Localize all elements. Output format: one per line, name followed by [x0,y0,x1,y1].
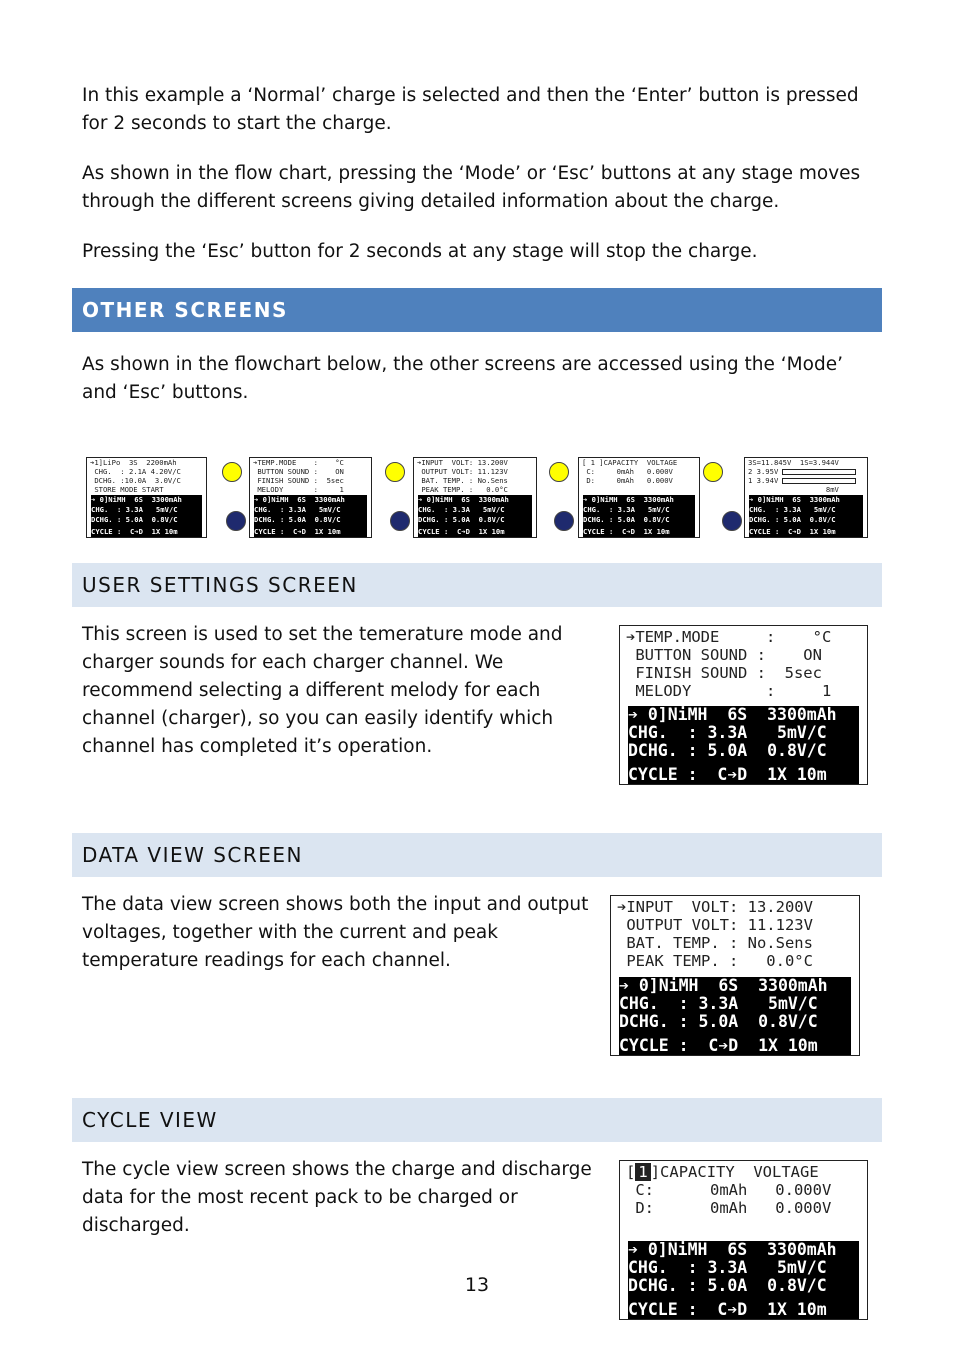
cell-bar [782,469,856,475]
mini-screen-cycle-view: [ 1 ]CAPACITY VOLTAGE C: 0mAh 0.000V D: 0mAh 0.000V ➔ 0]NiMH 6S 3300mAh CHG. : 3.3A 5mV/C DCHG. : 5.0A 0.8V/C CYCLE : C➔D 1X 10m [578,457,700,538]
text-line: As shown in the flow chart, pressing the ‘Mode’ or ‘Esc’ buttons at any stage moves [82,163,861,184]
esc-button-icon [226,511,246,531]
mini-screen-data-view: ➔INPUT VOLT: 13.200V OUTPUT VOLT: 11.123V BAT. TEMP. : No.Sens PEAK TEMP. : 0.0°C ➔ 0]NiMH 6S 3300mAh CHG. : 3.3A 5mV/C DCHG. : 5.0A 0.8V/C CYCLE : C➔D 1X 10m [413,457,537,538]
data-view-paragraph: The data view screen shows both the input and output voltages, together with the current and peak temperature readings for each channel. [82,894,589,971]
esc-button-icon [554,511,574,531]
data-view-screen: ➔INPUT VOLT: 13.200V OUTPUT VOLT: 11.123V BAT. TEMP. : No.Sens PEAK TEMP. : 0.0°C ➔ 0]NiMH 6S 3300mAh CHG. : 3.3A 5mV/C DCHG. : 5.0A 0.8V/C CYCLE : C➔D 1X 10m [610,895,860,1056]
text-line: In this example a ‘Normal’ charge is selected and then the ‘Enter’ button is pressed [82,85,859,106]
section-heading-other-screens: OTHER SCREENS [72,288,882,332]
text-line: Pressing the ‘Esc’ button for 2 seconds at any stage will stop the charge. [82,241,758,262]
esc-button-icon [390,511,410,531]
page-number: 13 [464,1274,490,1296]
mode-button-icon [549,462,569,482]
section-heading-data-view: DATA VIEW SCREEN [72,833,882,877]
mode-button-icon [703,462,723,482]
user-settings-screen: ➔TEMP.MODE : °C BUTTON SOUND : ON FINISH SOUND : 5sec MELODY : 1 ➔ 0]NiMH 6S 3300mAh CHG. : 3.3A 5mV/C DCHG. : 5.0A 0.8V/C CYCLE : C➔D 1X 10m [619,625,868,785]
text-line: and ‘Esc’ buttons. [82,382,249,403]
cycle-view-screen: [ 1 ]CAPACITY VOLTAGE C: 0mAh 0.000V D: 0mAh 0.000V ➔ 0]NiMH 6S 3300mAh CHG. : 3.3A 5mV/C DCHG. : 5.0A 0.8V/C CYCLE : C➔D 1X 10m [619,1160,868,1320]
mini-screen-user-settings: ➔TEMP.MODE : °C BUTTON SOUND : ON FINISH SOUND : 5sec MELODY : 1 ➔ 0]NiMH 6S 3300mAh CHG. : 3.3A 5mV/C DCHG. : 5.0A 0.8V/C CYCLE : C➔D 1X 10m [249,457,372,538]
esc-button-icon [722,511,742,531]
cell-bar [782,478,856,484]
text-line: through the different screens giving detailed information about the charge. [82,191,780,212]
section-heading-user-settings: USER SETTINGS SCREEN [72,563,882,607]
mode-button-icon [385,462,405,482]
intro-paragraph-2 [82,160,860,216]
channel-indicator: 1 [635,1163,650,1181]
cycle-view-paragraph: The cycle view screen shows the charge and discharge data for the most recent pack to be charged or discharged. [82,1159,592,1236]
section-heading-cycle-view: CYCLE VIEW [72,1098,882,1142]
mode-button-icon [222,462,242,482]
mini-screen-main: ➔1]LiPo 3S 2200mAh CHG. : 2.1A 4.20V/C DCHG. :10.0A 3.0V/C STORE MODE START ➔ 0]NiMH 6S 3300mAh CHG. : 3.3A 5mV/C DCHG. : 5.0A 0.8V/C CYCLE : C➔D 1X 10m [86,457,207,538]
text-line: As shown in the flowchart below, the other screens are accessed using the ‘Mode’ [82,354,843,375]
mini-screen-cell-voltage: 3S=11.845V 1S=3.944V 2 3.95V 1 3.94V 8mV ➔ 0]NiMH 6S 3300mAh CHG. : 3.3A 5mV/C DCHG. : 5.0A 0.8V/C CYCLE : C➔D 1X 10m [744,457,868,538]
other-screens-paragraph [82,351,843,407]
text-line: for 2 seconds to start the charge. [82,113,392,134]
user-settings-paragraph: This screen is used to set the temerature mode and charger sounds for each charger channel. We recommend selecting a different melody for each channel (charger), so you can easily identify which channel has completed it’s operation. [82,624,563,757]
intro-paragraph-3 [82,238,758,266]
intro-paragraph-1 [82,82,859,138]
